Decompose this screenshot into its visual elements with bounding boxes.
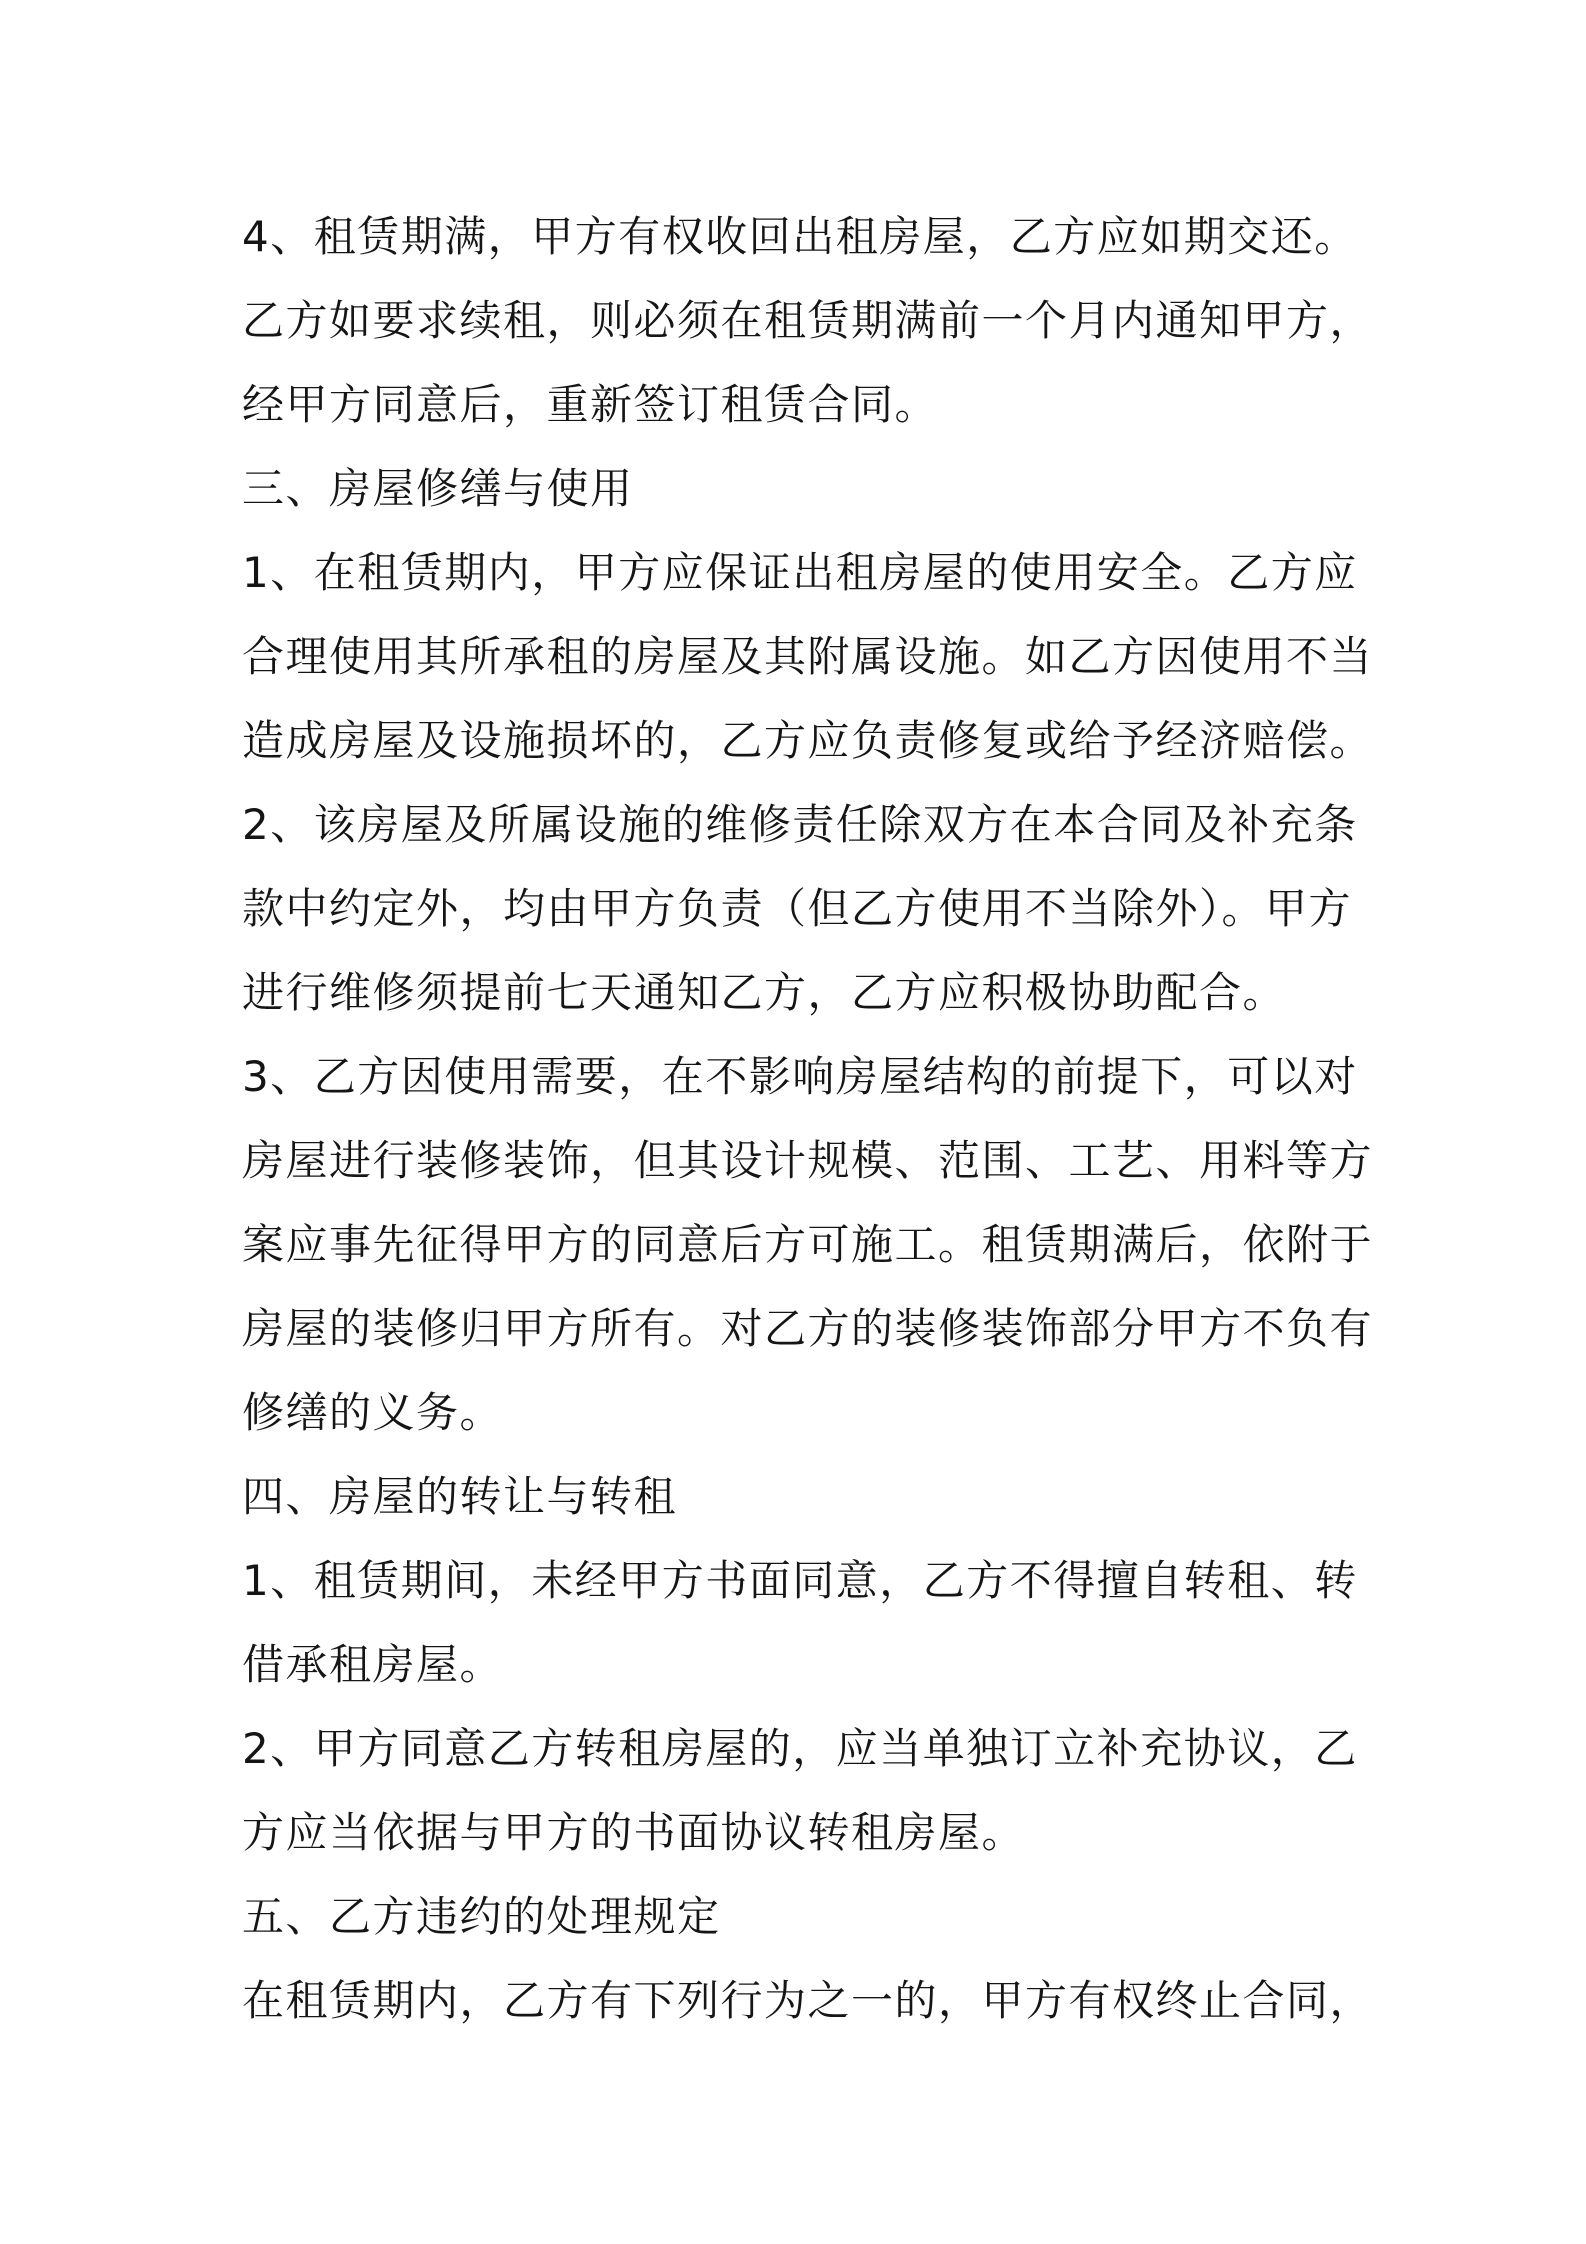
text-line: 合理使用其所承租的房屋及其附属设施。如乙方因使用不当	[242, 632, 1374, 681]
text-line: 2、该房屋及所属设施的维修责任除双方在本合同及补充条	[242, 800, 1358, 849]
text-line: 3、乙方因使用需要，在不影响房屋结构的前提下，可以对	[242, 1052, 1358, 1101]
text-line: 房屋的装修归甲方所有。对乙方的装修装饰部分甲方不负有	[242, 1304, 1374, 1353]
section-heading: 五、乙方违约的处理规定	[242, 1892, 721, 1941]
text-line: 乙方如要求续租，则必须在租赁期满前一个月内通知甲方，	[242, 296, 1374, 345]
document-page	[242, 195, 1374, 2043]
text-line: 在租赁期内，乙方有下列行为之一的，甲方有权终止合同，	[242, 1976, 1374, 2025]
text-line: 款中约定外，均由甲方负责（但乙方使用不当除外）。甲方	[242, 884, 1353, 933]
text-line: 造成房屋及设施损坏的，乙方应负责修复或给予经济赔偿。	[242, 716, 1374, 765]
text-line: 进行维修须提前七天通知乙方，乙方应积极协助配合。	[242, 968, 1287, 1017]
text-line: 经甲方同意后，重新签订租赁合同。	[242, 380, 939, 429]
text-line: 2、甲方同意乙方转租房屋的，应当单独订立补充协议，乙	[242, 1724, 1358, 1773]
text-line: 1、在租赁期内，甲方应保证出租房屋的使用安全。乙方应	[242, 548, 1358, 597]
text-line: 案应事先征得甲方的同意后方可施工。租赁期满后，依附于	[242, 1220, 1374, 1269]
text-line: 房屋进行装修装饰，但其设计规模、范围、工艺、用料等方	[242, 1136, 1374, 1185]
text-line: 借承租房屋。	[242, 1640, 504, 1689]
text-line: 1、租赁期间，未经甲方书面同意，乙方不得擅自转租、转	[242, 1556, 1358, 1605]
text-line: 4、租赁期满，甲方有权收回出租房屋，乙方应如期交还。	[242, 212, 1358, 261]
section-heading: 四、房屋的转让与转租	[242, 1472, 678, 1521]
text-line: 方应当依据与甲方的书面协议转租房屋。	[242, 1808, 1026, 1857]
text-line: 修缮的义务。	[242, 1388, 504, 1437]
section-heading: 三、房屋修缮与使用	[242, 464, 634, 513]
